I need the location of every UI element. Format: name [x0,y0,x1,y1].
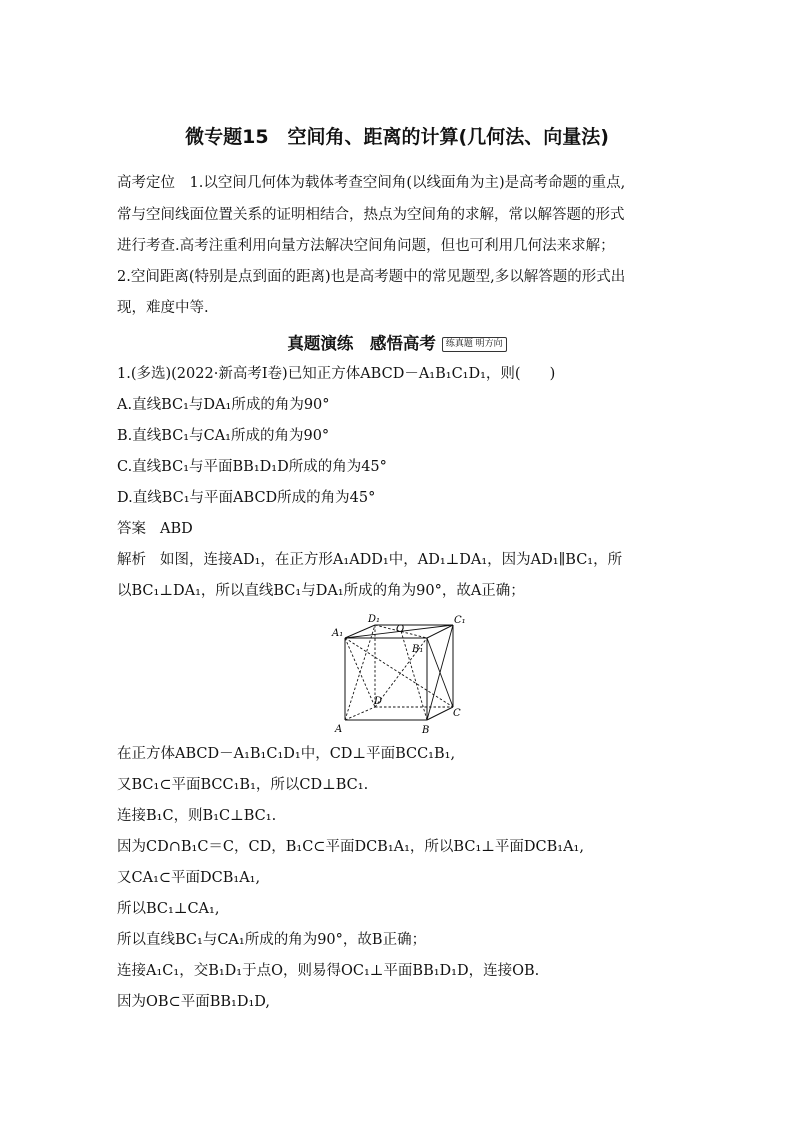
body-line-9: 因为OB⊂平面BB₁D₁D, [117,994,270,1010]
label-a1: A₁ [332,628,344,639]
label-a: A [335,724,343,735]
edge-bc [427,707,453,720]
label-d: D [374,696,383,707]
analysis-label: 解析 [117,552,146,568]
line-a1c-hidden [345,638,453,707]
body-line-5: 又CA₁⊂平面DCB₁A₁, [117,870,261,886]
body-line-8: 连接A₁C₁，交B₁D₁于点O，则易得OC₁⊥平面BB₁D₁D，连接OB. [117,963,540,979]
answer-line [117,519,193,539]
body-line-7: 所以直线BC₁与CA₁所成的角为90°，故B正确； [117,932,427,948]
body-line-1: 在正方体ABCD－A₁B₁C₁D₁中，CD⊥平面BCC₁B₁, [117,746,456,762]
page-title: 微专题15 空间角、距离的计算(几何法、向量法) [185,126,609,148]
intro-line-2: 常与空间线面位置关系的证明相结合，热点为空间角的求解，常以解答题的形式 [117,207,625,223]
analysis-line-2: 以BC₁⊥DA₁，所以直线BC₁与DA₁所成的角为90°，故A正确； [117,583,525,599]
label-c: C [453,708,461,719]
option-b: B.直线BC₁与CA₁所成的角为90° [117,428,330,444]
analysis-text-1: 如图，连接AD₁，在正方形A₁ADD₁中，AD₁⊥DA₁，因为AD₁∥BC₁，所 [160,552,623,568]
intro-line-3: 进行考查.高考注重利用向量方法解决空间角问题，但也可利用几何法来求解； [117,238,615,254]
answer-value: ABD [160,521,193,537]
section-heading-text: 真题演练 感悟高考 [287,334,436,353]
line-b1c [427,638,453,707]
intro-line-5: 现，难度中等. [117,300,209,316]
cube-figure [330,612,470,736]
label-o: O [396,624,405,635]
line-ad1-hidden [345,625,375,720]
label-c1: C₁ [454,615,466,626]
option-a: A.直线BC₁与DA₁所成的角为90° [117,397,330,413]
intro-line-4: 2.空间距离(特别是点到面的距离)也是高考题中的常见题型,多以解答题的形式出 [117,269,626,285]
question-stem: 1.(多选)(2022·新高考Ⅰ卷)已知正方体ABCD－A₁B₁C₁D₁，则( ) [117,366,556,382]
body-line-6: 所以BC₁⊥CA₁, [117,901,220,917]
body-line-4: 因为CD∩B₁C＝C，CD，B₁C⊂平面DCB₁A₁，所以BC₁⊥平面DCB₁A₁, [117,839,584,855]
section-tag: 练真题 明方向 [442,337,507,352]
section-heading [0,330,794,354]
label-b1: B₁ [412,644,424,655]
option-d: D.直线BC₁与平面ABCD所成的角为45° [117,490,376,506]
label-d1: D₁ [368,614,381,625]
body-line-3: 连接B₁C，则B₁C⊥BC₁. [117,808,277,824]
option-c: C.直线BC₁与平面BB₁D₁D所成的角为45° [117,459,387,475]
body-line-2: 又BC₁⊂平面BCC₁B₁，所以CD⊥BC₁. [117,777,369,793]
label-b: B [422,725,430,736]
edge-ad-hidden [345,707,375,720]
answer-label: 答案 [117,521,146,537]
intro-line-1: 高考定位 1.以空间几何体为载体考查空间角(以线面角为主)是高考命题的重点, [117,175,626,191]
analysis-line-1 [117,550,622,570]
